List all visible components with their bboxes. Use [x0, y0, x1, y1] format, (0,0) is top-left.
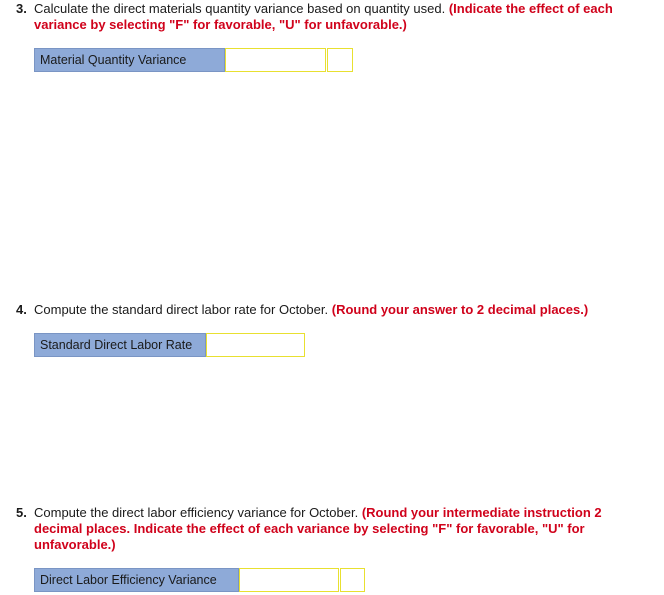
row-label: Direct Labor Efficiency Variance [34, 568, 239, 592]
row-label: Material Quantity Variance [34, 48, 225, 72]
standard-direct-labor-rate-input[interactable] [206, 333, 305, 357]
question-number: 5. [16, 505, 27, 520]
question-prompt: Calculate the direct materials quantity variance based on quantity used. [34, 1, 446, 16]
question-prompt: Compute the standard direct labor rate for October. [34, 302, 329, 317]
question-number: 3. [16, 1, 27, 16]
direct-labor-efficiency-variance-fu-select[interactable] [340, 568, 365, 592]
question-instruction: (Round your intermediate instruction 2 decimal places. Indicate the effect of each variance by selecting "F" for favorable, "U" for unfavorable.) [34, 505, 602, 552]
answer-row-standard-direct-labor-rate [34, 333, 305, 357]
material-quantity-variance-fu-select[interactable] [327, 48, 353, 72]
question-instruction: (Indicate the effect of each variance by selecting "F" for favorable, "U" for unfavorable.) [34, 1, 613, 32]
question-3 [16, 1, 616, 33]
question-text [34, 505, 616, 553]
question-number: 4. [16, 302, 27, 317]
row-label: Standard Direct Labor Rate [34, 333, 206, 357]
answer-row-direct-labor-efficiency-variance [34, 568, 365, 592]
question-prompt: Compute the direct labor efficiency variance for October. [34, 505, 359, 520]
question-5 [16, 505, 616, 553]
question-text [34, 302, 616, 318]
question-4 [16, 302, 616, 318]
material-quantity-variance-input[interactable] [225, 48, 326, 72]
direct-labor-efficiency-variance-input[interactable] [239, 568, 339, 592]
question-text [34, 1, 616, 33]
question-instruction: (Round your answer to 2 decimal places.) [331, 302, 589, 317]
answer-row-material-quantity-variance [34, 48, 353, 72]
